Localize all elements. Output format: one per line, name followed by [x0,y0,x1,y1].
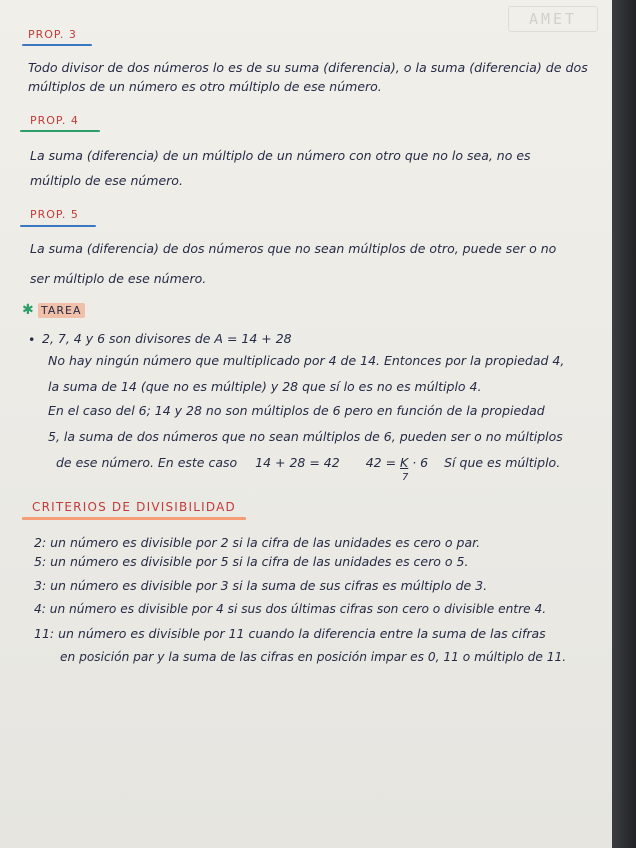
tarea-equation-suffix: · 6 [412,455,429,470]
criterio-11-line-1: 11: un número es divisible por 11 cuando la diferencia entre la suma de las cifras [34,626,546,641]
prop4-underline [20,130,100,132]
prop3-line-1: Todo divisor de dos números lo es de su suma (diferencia), o la suma (diferencia) de dos [28,60,588,75]
criterios-underline [22,517,246,520]
prop5-line-2: ser múltiplo de ese número. [30,271,207,286]
prop5-underline [20,225,96,227]
tarea-line-2: No hay ningún número que multiplicado por 4 de 14. Entonces por la propiedad 4, [48,353,565,368]
tarea-line-4: En el caso del 6; 14 y 28 no son múltiplos de 6 pero en función de la propiedad [48,403,545,418]
tarea-line-1: 2, 7, 4 y 6 son divisores de A = 14 + 28 [42,331,292,346]
criterios-heading: CRITERIOS DE DIVISIBILIDAD [32,500,236,514]
prop3-underline [22,44,92,46]
tarea-equation-k-sub: 7 [402,472,409,483]
prop5-line-1: La suma (diferencia) de dos números que no sean múltiplos de otro, puede ser o no [30,241,557,256]
criterio-5: 5: un número es divisible por 5 si la cifra de las unidades es cero o 5. [34,554,469,569]
criterio-4: 4: un número es divisible por 4 si sus dos últimas cifras son cero o divisible entre 4. [34,602,547,616]
background-surface [612,0,636,848]
prop4-line-2: múltiplo de ese número. [30,173,183,188]
prop5-heading: PROP. 5 [30,208,79,221]
tarea-equation-prefix: 42 = [365,455,397,470]
paper-watermark-stamp: AMET [508,6,598,32]
tarea-line-6 [56,454,561,483]
criterio-3: 3: un número es divisible por 3 si la suma de sus cifras es múltiplo de 3. [34,578,488,593]
tarea-conclusion: Sí que es múltiplo. [444,455,561,470]
tarea-line-5: 5, la suma de dos números que no sean múltiplos de 6, pueden ser o no múltiplos [48,429,563,444]
tarea-line-3: la suma de 14 (que no es múltiple) y 28 que sí lo es no es múltiplo 4. [48,379,482,394]
criterio-2: 2: un número es divisible por 2 si la cifra de las unidades es cero o par. [34,535,481,550]
tarea-heading: TAREA [38,303,85,318]
tarea-equation-k [400,454,409,483]
criterio-11-line-2: en posición par y la suma de las cifras en posición impar es 0, 11 o múltiplo de 11. [60,650,567,664]
tarea-equation-k-letter: K [400,455,409,470]
tarea-equation-sum: 14 + 28 = 42 [255,455,340,470]
prop3-line-2: múltiplos de un número es otro múltiplo de ese número. [28,79,382,94]
tarea-bullet: • [28,332,36,347]
star-icon: ✱ [22,302,34,318]
prop4-line-1: La suma (diferencia) de un múltiplo de un número con otro que no lo sea, no es [30,148,531,163]
tarea-line-6-text: de ese número. En este caso [56,455,238,470]
prop4-heading: PROP. 4 [30,114,79,127]
prop3-heading: PROP. 3 [28,28,77,41]
